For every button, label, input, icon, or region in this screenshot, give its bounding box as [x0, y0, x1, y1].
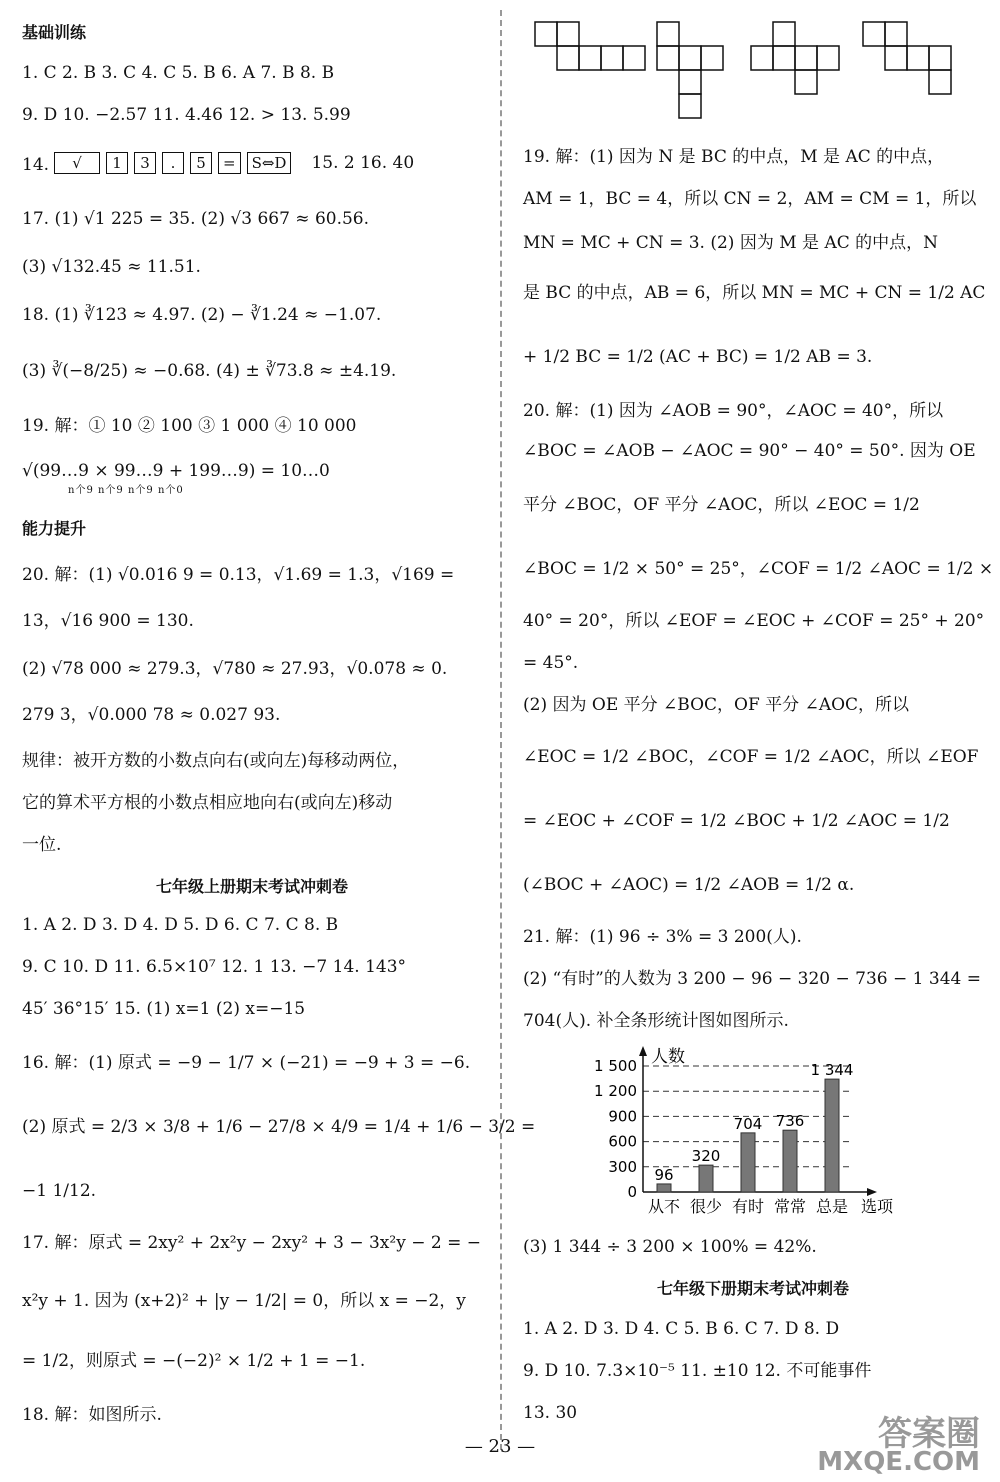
answer-line: (3) 1 344 ÷ 3 200 × 100% = 42%.: [523, 1237, 817, 1257]
answer-line: 1. A 2. D 3. D 4. C 5. B 6. C 7. D 8. D: [523, 1319, 840, 1339]
answer-line: = 45°.: [523, 653, 579, 673]
answer-line: x²y + 1. 因为 (x+2)² + |y − 1/2| = 0，所以 x = −2，y: [22, 1291, 466, 1311]
answer-line: 18. 解：如图所示.: [22, 1405, 162, 1425]
answer-line-rest: 15. 2 16. 40: [311, 153, 415, 173]
x-tick-label: 总是: [815, 1197, 849, 1216]
answer-line: 20. 解：(1) 因为 ∠AOB = 90°，∠AOC = 40°，所以: [523, 401, 944, 421]
answer-line: ∠BOC = ∠AOB − ∠AOC = 90° − 40° = 50°. 因为 OE: [523, 441, 976, 461]
answer-line: 16. 解：(1) 原式 = −9 − 1/7 × (−21) = −9 + 3 = −6.: [22, 1053, 471, 1073]
answer-line: 21. 解：(1) 96 ÷ 3% = 3 200(人).: [523, 927, 802, 947]
answer-line: ∠BOC = 1/2 × 50° = 25°，∠COF = 1/2 ∠AOC = 1/2 ×: [523, 559, 994, 579]
answer-line: 13，√16 900 = 130.: [22, 611, 194, 631]
column-divider: [500, 10, 502, 1450]
bar-value-label: 704: [733, 1114, 763, 1133]
y-axis-arrow: [639, 1046, 647, 1056]
section-title-semester2: 七年级下册期末考试冲刺卷: [656, 1279, 849, 1298]
bar-chart: [583, 1046, 923, 1220]
answer-line: 1. C 2. B 3. C 4. C 5. B 6. A 7. B 8. B: [22, 63, 335, 83]
bar: [825, 1079, 839, 1192]
answer-line: 9. C 10. D 11. 6.5×10⁷ 12. 1 13. −7 14. 143°: [22, 957, 407, 977]
bar-value-label: 1 344: [810, 1061, 854, 1080]
answer-line: = 1/2，则原式 = −(−2)² × 1/2 + 1 = −1.: [22, 1351, 366, 1371]
watermark-text: 答案圈: [878, 1414, 980, 1454]
answer-line: (3) √132.45 ≈ 11.51.: [22, 257, 201, 277]
bar-value-label: 320: [691, 1147, 721, 1166]
answer-line: (2) √78 000 ≈ 279.3，√780 ≈ 27.93，√0.078 ≈ 0.: [22, 659, 448, 679]
x-tick-label: 常常: [773, 1197, 807, 1216]
answer-line: 20. 解：(1) √0.016 9 = 0.13，√1.69 = 1.3，√169 =: [22, 565, 455, 585]
x-tick-label: 从不: [647, 1197, 681, 1216]
sqrt-key: √: [54, 152, 100, 174]
answer-line: −1 1/12.: [22, 1181, 97, 1201]
answer-line: 9. D 10. 7.3×10⁻⁵ 11. ±10 12. 不可能事件: [523, 1361, 872, 1381]
answer-line: (3) ∛(−8/25) ≈ −0.68. (4) ± ∛73.8 ≈ ±4.19.: [22, 361, 397, 381]
answer-line: (2) “有时”的人数为 3 200 − 96 − 320 − 736 − 1 344 =: [523, 969, 981, 989]
answer-line: 1. A 2. D 3. D 4. D 5. D 6. C 7. C 8. B: [22, 915, 339, 935]
calculator-keys: [54, 152, 414, 174]
answer-line: 45′ 36°15′ 15. (1) x=1 (2) x=−15: [22, 999, 306, 1019]
cube-nets-figure: [533, 20, 973, 130]
key-dot: .: [162, 152, 184, 174]
x-tick-label: 很少: [689, 1197, 723, 1216]
bar: [741, 1133, 755, 1192]
answer-line: 一位.: [22, 835, 62, 855]
y-tick-label: 1 200: [594, 1082, 637, 1101]
answer-line: √(99…9 × 99…9 + 199…9) = 10…0: [22, 461, 330, 481]
answer-line: (∠BOC + ∠AOC) = 1/2 ∠AOB = 1/2 α.: [523, 875, 855, 895]
page-number: — 23 —: [464, 1436, 536, 1457]
answer-line: 它的算术平方根的小数点相应地向右(或向左)移动: [22, 793, 393, 813]
answer-line: (2) 因为 OE 平分 ∠BOC，OF 平分 ∠AOC，所以: [523, 695, 910, 715]
x-tick-label: 有时: [731, 1197, 765, 1216]
answer-line: 17. (1) √1 225 = 35. (2) √3 667 ≈ 60.56.: [22, 209, 370, 229]
answer-line: 平分 ∠BOC，OF 平分 ∠AOC，所以 ∠EOC = 1/2: [523, 495, 920, 515]
key-3: 3: [134, 152, 156, 174]
answer-line: 19. 解：(1) 因为 N 是 BC 的中点，M 是 AC 的中点，: [523, 147, 945, 167]
section-heading-advance: 能力提升: [22, 519, 87, 538]
answer-line: = ∠EOC + ∠COF = 1/2 ∠BOC + 1/2 ∠AOC = 1/2: [523, 811, 950, 831]
answer-line: 704(人). 补全条形统计图如图所示.: [523, 1011, 789, 1031]
answer-line: 18. (1) ∛123 ≈ 4.97. (2) − ∛1.24 ≈ −1.07.: [22, 305, 382, 325]
bar: [783, 1130, 797, 1192]
key-equals: =: [218, 152, 241, 174]
y-tick-label: 300: [608, 1157, 637, 1176]
bar: [657, 1184, 671, 1192]
answer-line: (2) 原式 = 2/3 × 3/8 + 1/6 − 27/8 × 4/9 = 1/4 + 1/6 − 3/2 =: [22, 1117, 536, 1137]
answer-line: + 1/2 BC = 1/2 (AC + BC) = 1/2 AB = 3.: [523, 347, 873, 367]
answer-line: 规律：被开方数的小数点向右(或向左)每移动两位，: [22, 751, 410, 771]
watermark-logo: [817, 1414, 980, 1477]
x-axis-label: 选项: [861, 1197, 894, 1216]
bar: [699, 1165, 713, 1192]
answer-line: AM = 1，BC = 4，所以 CN = 2，AM = CM = 1，所以: [523, 189, 977, 209]
key-1: 1: [106, 152, 128, 174]
section-title-semester1: 七年级上册期末考试冲刺卷: [155, 877, 348, 896]
y-tick-label: 0: [627, 1183, 637, 1201]
answer-line: ∠EOC = 1/2 ∠BOC，∠COF = 1/2 ∠AOC，所以 ∠EOF: [523, 747, 979, 767]
section-heading-basic: 基础训练: [22, 23, 87, 42]
y-axis-label: 人数: [651, 1047, 685, 1067]
answer-line: 9. D 10. −2.57 11. 4.46 12. > 13. 5.99: [22, 105, 351, 125]
watermark-url: MXQE.COM: [817, 1447, 980, 1477]
underbrace-labels: n个9 n个9 n个9 n个0: [68, 485, 184, 496]
answer-line: 17. 解：原式 = 2xy² + 2x²y − 2xy² + 3 − 3x²y − 2 = −: [22, 1233, 481, 1253]
key-5: 5: [190, 152, 212, 174]
answer-line: 是 BC 的中点，AB = 6，所以 MN = MC + CN = 1/2 AC: [523, 283, 986, 303]
answer-line-num: 14.: [22, 155, 50, 175]
answer-line: 19. 解：① 10 ② 100 ③ 1 000 ④ 10 000: [22, 416, 357, 436]
answer-line: 279 3，√0.000 78 ≈ 0.027 93.: [22, 705, 281, 725]
answer-line: 13. 30: [523, 1403, 578, 1423]
bar-value-label: 736: [775, 1112, 805, 1131]
x-axis-arrow: [867, 1188, 877, 1196]
answer-line: 40° = 20°，所以 ∠EOF = ∠EOC + ∠COF = 25° + 20°: [523, 611, 985, 631]
answer-line: MN = MC + CN = 3. (2) 因为 M 是 AC 的中点，N: [523, 233, 939, 253]
y-tick-label: 900: [608, 1107, 637, 1126]
y-tick-label: 1 500: [594, 1057, 637, 1075]
y-tick-label: 600: [608, 1132, 637, 1151]
bar-value-label: 96: [654, 1165, 674, 1184]
key-s-d: S⇔D: [247, 152, 292, 174]
